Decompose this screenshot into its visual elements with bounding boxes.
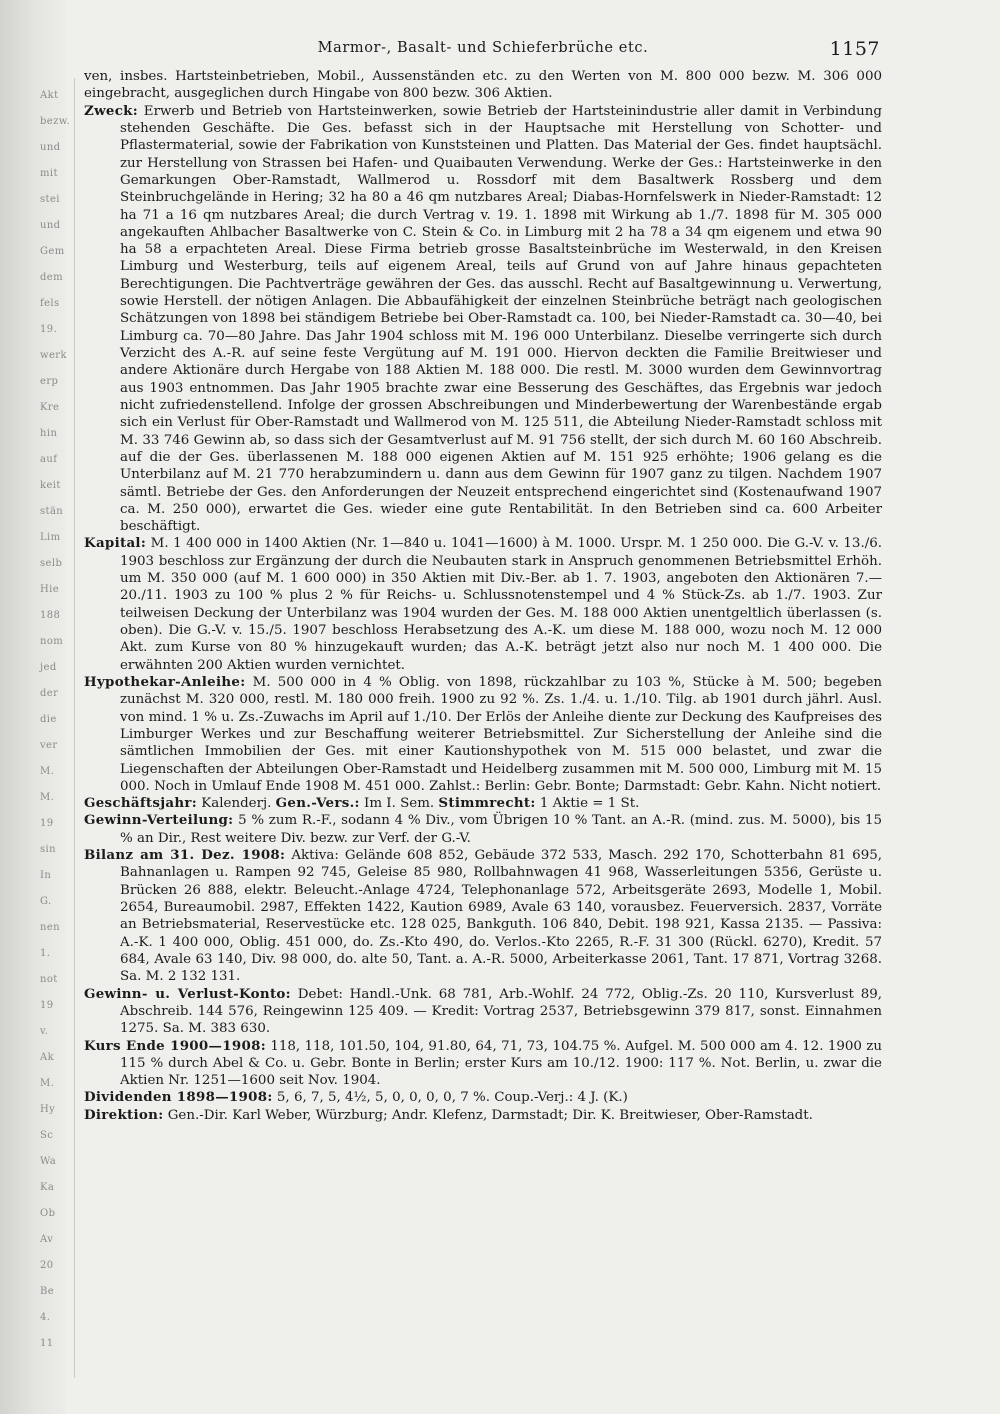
facing-page-fragment: Av xyxy=(40,1234,54,1245)
paragraph-text: M. 1 400 000 in 1400 Aktien (Nr. 1—840 u. 1041—1600) à M. 1000. Urspr. M. 1 250 000. Die G.-V. v. 13./6. 1903 beschloss zur Ergänzung der durch die Neubauten stark in Anspruch genommenen Betriebsmittel Erhöh. um M. 350 000 (auf M. 1 600 000) in 350 Aktien mit Div.-Ber. ab 1. 7. 1903, angeboten den Aktionären 7.—20./11. 1903 zu 100 % plus 2 % für Reichs- u. Schlussnotenstempel und 4 % Stück-Zs. ab 1./7. 1903. Zur teilweisen Deckung der Unterbilanz was 1904 wurden der Ges. M. 188 000 Aktien unentgeltlich überlassen (s. oben). Die G.-V. v. 15./5. 1907 beschloss Herabsetzung des A.-K. um diese M. 188 000, wozu noch M. 12 000 Akt. zum Kurse von 80 % hinzugekauft wurden; das A.-K. beträgt jetzt also nur noch M. 1 400 000. Die erwähnten 200 Aktien wurden vernichtet. xyxy=(120,536,882,673)
facing-page-fragment: Gem xyxy=(40,246,65,257)
paragraph-text: Kalenderj. xyxy=(201,796,272,812)
facing-page-fragment: fels xyxy=(40,298,60,309)
paragraph-text: 5, 6, 7, 5, 4½, 5, 0, 0, 0, 0, 7 %. Coup.-Verj.: 4 J. (K.) xyxy=(276,1090,628,1106)
paragraph-text: Im I. Sem. xyxy=(364,796,435,812)
facing-page-fragment: not xyxy=(40,974,58,985)
facing-page-fragment: und xyxy=(40,142,61,153)
paragraph-text: ven, insbes. Hartsteinbetrieben, Mobil., Aussenständen etc. zu den Werten von M. 800 000 bezw. M. 306 000 eingebracht, ausgeglichen durch Hingabe von 800 bezw. 306 Aktien. xyxy=(84,69,882,102)
facing-page-fragment: und xyxy=(40,220,61,231)
paragraph xyxy=(84,1089,882,1106)
paragraph-label: Kapital: xyxy=(84,535,147,552)
paragraph-label: Gewinn- u. Verlust-Konto: xyxy=(84,985,291,1002)
paragraph-label: Geschäftsjahr: xyxy=(84,795,197,812)
facing-page-fragment: stän xyxy=(40,506,64,517)
facing-page-fragment: Akt xyxy=(40,90,59,101)
facing-page-fragment: keit xyxy=(40,480,61,491)
facing-page-fragment: M. xyxy=(40,792,55,803)
facing-page-fragment: Wa xyxy=(40,1156,57,1167)
facing-page-fragment: Hie xyxy=(40,584,60,595)
facing-page-fragment: sin xyxy=(40,844,56,855)
facing-page-fragment: Kre xyxy=(40,402,60,413)
facing-page-fragment: Ka xyxy=(40,1182,55,1193)
facing-page-fragment: die xyxy=(40,714,57,725)
paragraph xyxy=(84,847,882,986)
paragraph xyxy=(84,1107,882,1124)
facing-page-fragment: 4. xyxy=(40,1312,51,1323)
paragraph xyxy=(84,68,882,103)
facing-page-fragment: M. xyxy=(40,1078,55,1089)
paragraph-text: Gen.-Dir. Karl Weber, Würzburg; Andr. Klefenz, Darmstadt; Dir. K. Breitwieser, Ober-Ramstadt. xyxy=(167,1107,813,1123)
facing-page-fragment: 11 xyxy=(40,1338,54,1349)
facing-page-fragment: nom xyxy=(40,636,64,647)
document-page xyxy=(84,38,882,1124)
paragraph-text: Debet: Handl.-Unk. 68 781, Arb.-Wohlf. 24 772, Oblig.-Zs. 20 110, Kursverlust 89, Abschreib. 144 576, Reingewinn 125 409. — Kredit: Vortrag 2537, Betriebsgewinn 379 817, sonst. Einnahmen 1275. Sa. M. 383 630. xyxy=(120,986,882,1037)
paragraph xyxy=(84,795,882,812)
paragraph-text: M. 500 000 in 4 % Oblig. von 1898, rückzahlbar zu 103 %, Stücke à M. 500; begeben zunächst M. 320 000, restl. M. 180 000 freih. 1900 zu 92 %. Zs. 1./4. u. 1./10. Tilg. ab 1901 durch jährl. Ausl. von mind. 1 % u. Zs.-Zuwachs im April auf 1./10. Der Erlös der Anleihe diente zur Deckung des Kaufpreises des Limburger Werkes und zur Beschaffung weiterer Betriebsmittel. Zur Sicherstellung der Anleihe sind die sämtlichen Immobilien der Ges. mit einer Kautionshypothek von M. 515 000 belastet, und zwar die Liegenschaften der Abteilungen Ober-Ramstadt und Heidelberg zusammen mit M. 500 000, Limburg mit M. 15 000. Noch in Umlauf Ende 1908 M. 451 000. Zahlst.: Berlin: Gebr. Bonte; Darmstadt: Gebr. Kahn. Nicht notiert. xyxy=(120,674,883,794)
paragraph-label: Kurs Ende 1900—1908: xyxy=(84,1037,266,1054)
facing-page-fragment: bezw. xyxy=(40,116,71,127)
page-number: 1157 xyxy=(829,38,880,60)
facing-page-fragment: Lim xyxy=(40,532,61,543)
paragraph xyxy=(84,1038,882,1090)
paragraph-text: 5 % zum R.-F., sodann 4 % Div., vom Übrigen 10 % Tant. an A.-R. (mind. zus. M. 5000), bis 15 % an Dir., Rest weitere Div. bezw. zur Verf. der G.-V. xyxy=(120,813,882,846)
facing-page-fragment: Hy xyxy=(40,1104,56,1115)
facing-page-fragment: Be xyxy=(40,1286,55,1297)
paragraph-label: Stimmrecht: xyxy=(438,795,536,812)
facing-page-fragment: 19 xyxy=(40,818,54,829)
facing-page-fragment: 20 xyxy=(40,1260,54,1271)
paragraph-text: 1 Aktie = 1 St. xyxy=(539,796,640,812)
facing-page-fragment: erp xyxy=(40,376,59,387)
facing-page-fragment: Ak xyxy=(40,1052,55,1063)
facing-page-fragment: dem xyxy=(40,272,64,283)
paragraph xyxy=(84,674,882,795)
paragraph-label: Dividenden 1898—1908: xyxy=(84,1089,273,1106)
body-text xyxy=(84,68,882,1124)
facing-page-fragment: selb xyxy=(40,558,63,569)
paragraph-label: Zweck: xyxy=(84,102,138,119)
facing-page-fragment: mit xyxy=(40,168,58,179)
facing-page-fragment: 19. xyxy=(40,324,58,335)
paragraph-text: Erwerb und Betrieb von Hartsteinwerken, sowie Betrieb der Hartsteinindustrie aller damit in Verbindung stehenden Geschäfte. Die Ges. befasst sich in der Hauptsache mit Herstellung von Schotter- und Pflastermaterial, sowie der Fabrikation von Kunststeinen und Platten. Das Material der Ges. findet hauptsächl. zur Herstellung von Strassen bei Hafen- und Quaibauten Verwendung. Werke der Ges.: Hartsteinwerke in den Gemarkungen Ober-Ramstadt, Wallmerod u. Rossdorf mit dem Basaltwerk Rossberg und dem Steinbruchgelände in Hering; 32 ha 80 a 46 qm nutzbares Areal; Diabas-Hornfelswerk in Nieder-Ramstadt: 12 ha 71 a 16 qm nutzbares Areal; die durch Vertrag v. 19. 1. 1898 mit Wirkung ab 1./7. 1898 für M. 305 000 angekauften Ahlbacher Basaltwerke von C. Stein & Co. in Limburg mit 2 ha 78 a 34 qm eigenem und etwa 90 ha 58 a erpachteten Areal. Diese Firma betrieb grosse Basaltsteinbrüche im Westerwald, in den Kreisen Limburg und Westerburg, teils auf eigenem Areal, teils auf Grund von auf Jahre hinaus gepachteten Berechtigungen. Die Pachtverträge gewähren der Ges. das ausschl. Recht auf Basaltgewinnung u. Verwertung, sowie Herstell. der nötigen Anlagen. Die Abbaufähigkeit der einzelnen Steinbrüche beträgt nach geologischen Schätzungen von 1898 bei ständigem Betriebe bei Ober-Ramstadt ca. 100, bei Nieder-Ramstadt ca. 30—40, bei Limburg ca. 70—80 Jahre. Das Jahr 1904 schloss mit M. 196 000 Unterbilanz. Dieselbe verringerte sich durch Verzicht des A.-R. auf seine feste Vergütung auf M. 191 000. Hiervon deckten die Familie Breitwieser und andere Aktionäre durch Hergabe von 188 Aktien M. 188 000. Die restl. M. 3000 wurden dem Gewinnvortrag aus 1903 entnommen. Das Jahr 1905 brachte zwar eine Besserung des Geschäftes, das Ergebnis war jedoch nicht zufriedenstellend. Infolge der grossen Abschreibungen und Minderbewertung der Warenbestände ergab sich ein Verlust für Ober-Ramstadt und Wallmerod von M. 125 511, die Abteilung Nieder-Ramstadt schloss mit M. 33 746 Gewinn ab, so dass sich der Gesamtverlust auf M. 91 756 stellt, der sich durch M. 60 160 Abschreib. auf die der Ges. überlassenen M. 188 000 eigenen Aktien auf M. 151 925 erhöhte; 1906 gelang es die Unterbilanz auf M. 21 770 herabzumindern u. dann aus dem Gewinn für 1907 ganz zu tilgen. Nachdem 1907 sämtl. Betriebe der Ges. den Anforderungen der Neuzeit entsprechend eingerichtet sind (Kostenaufwand 1907 ca. M. 250 000), erwartet die Ges. wieder eine gute Rentabilität. In den Betrieben sind ca. 600 Arbeiter beschäftigt. xyxy=(120,103,882,535)
paragraph-label: Gen.-Vers.: xyxy=(275,795,360,812)
running-title: Marmor-, Basalt- und Schieferbrüche etc. xyxy=(317,40,649,56)
paragraph xyxy=(84,103,882,536)
facing-page-fragment: auf xyxy=(40,454,58,465)
facing-page-fragment: der xyxy=(40,688,59,699)
facing-page-fragment: 1. xyxy=(40,948,51,959)
facing-page-fragment: hin xyxy=(40,428,58,439)
facing-page-fragment: werk xyxy=(40,350,67,361)
paragraph-label: Hypothekar-Anleihe: xyxy=(84,673,246,690)
running-header xyxy=(84,38,882,68)
facing-page-fragment: ver xyxy=(40,740,58,751)
page-gutter-shadow xyxy=(0,0,66,1414)
facing-page-fragment: jed xyxy=(40,662,57,673)
paragraph-text: Aktiva: Gelände 608 852, Gebäude 372 533, Masch. 292 170, Schotterbahn 81 695, Bahnanlagen u. Rampen 92 745, Geleise 85 980, Rollbahnwagen 41 968, Wasserleitungen 5356, Gerüste u. Brücken 26 888, elektr. Beleucht.-Anlage 4724, Telephonanlage 572, Arbeitsgeräte 2693, Modelle 1, Mobil. 2654, Bureaumobil. 2987, Effekten 1422, Kaution 6989, Avale 63 140, vorausbez. Feuerversich. 2837, Vorräte an Betriebsmaterial, Reservestücke etc. 128 025, Bankguth. 106 840, Debit. 198 921, Kassa 2135. — Passiva: A.-K. 1 400 000, Oblig. 451 000, do. Zs.-Kto 490, do. Verlos.-Kto 2265, R.-F. 31 300 (Rückl. 6270), Kredit. 57 684, Avale 63 140, Div. 98 000, do. alte 50, Tant. a. A.-R. 5000, Arbeiterkasse 2061, Tant. 17 871, Vortrag 3268. Sa. M. 2 132 131. xyxy=(120,848,882,985)
facing-page-fragment: v. xyxy=(40,1026,49,1037)
facing-page-fragment: stei xyxy=(40,194,60,205)
facing-page-fragment: 19 xyxy=(40,1000,54,1011)
paragraph-label: Direktion: xyxy=(84,1106,164,1123)
facing-page-fragment: nen xyxy=(40,922,60,933)
binding-fold-line xyxy=(74,78,75,1378)
paragraph xyxy=(84,986,882,1038)
facing-page-fragment: Sc xyxy=(40,1130,54,1141)
paragraph-label: Gewinn-Verteilung: xyxy=(84,812,234,829)
paragraph xyxy=(84,812,882,847)
paragraph-text: 118, 118, 101.50, 104, 91.80, 64, 71, 73, 104.75 %. Aufgel. M. 500 000 am 4. 12. 1900 zu 115 % durch Abel & Co. u. Gebr. Bonte in Berlin; erster Kurs am 10./12. 1900: 117 %. Not. Berlin, u. zwar die Aktien Nr. 1251—1600 seit Nov. 1904. xyxy=(120,1038,882,1089)
facing-page-fragment: G. xyxy=(40,896,52,907)
facing-page-fragment: M. xyxy=(40,766,55,777)
facing-page-fragment: 188 xyxy=(40,610,61,621)
paragraph-label: Bilanz am 31. Dez. 1908: xyxy=(84,847,286,864)
paragraph xyxy=(84,535,882,674)
facing-page-fragment: In xyxy=(40,870,52,881)
facing-page-fragment: Ob xyxy=(40,1208,56,1219)
